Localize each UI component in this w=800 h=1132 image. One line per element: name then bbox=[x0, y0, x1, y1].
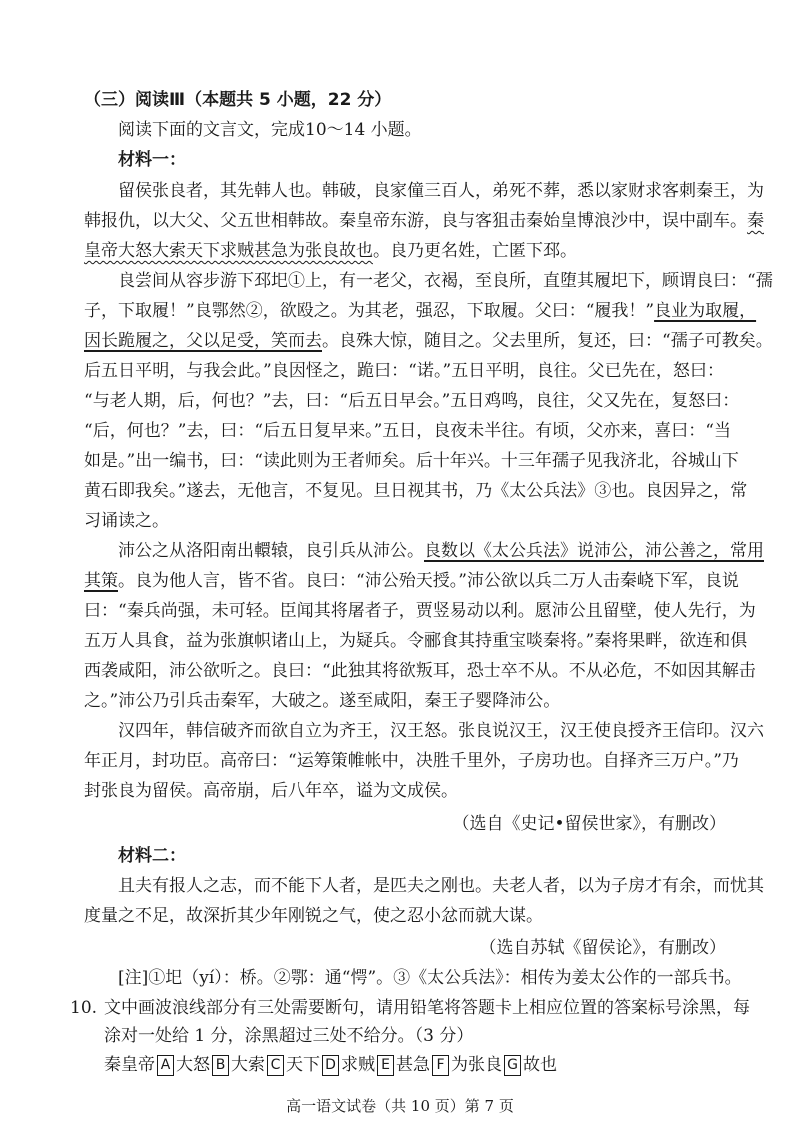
material1-p2-line6: “后，何也？”去，曰：“后五日复早来。”五日，良夜未半往。有顷，父亦来，喜曰：“当 bbox=[84, 421, 731, 441]
material2-title: 材料二： bbox=[118, 846, 186, 866]
material2-source: （选自苏轼《留侯论》，有删改） bbox=[479, 938, 726, 958]
answer-options bbox=[104, 1052, 557, 1078]
text-span: 。良乃更名姓，亡匿下邳。 bbox=[373, 241, 577, 261]
material2-line2: 度量之不足，故深折其少年刚锐之气，使之忍小忿而就大谋。 bbox=[84, 906, 543, 926]
answer-segment-text: 秦皇帝 bbox=[104, 1055, 155, 1075]
text-span: 子，下取履！”良鄂然②，欲殴之。为其老，强忍，下取履。父曰：“履我！” bbox=[84, 301, 655, 321]
material1-p1-line3 bbox=[84, 238, 577, 264]
material1-p3-line4: 五万人具食，益为张旗帜诸山上，为疑兵。令郦食其持重宝啖秦将。”秦将果畔，欲连和俱 bbox=[84, 631, 748, 651]
answer-option-a[interactable]: A bbox=[157, 1055, 174, 1076]
material1-p4-line3: 封张良为留侯。高帝崩，后八年卒，谥为文成侯。 bbox=[84, 781, 458, 801]
answer-option-f[interactable]: F bbox=[432, 1055, 449, 1076]
material1-p2-line8: 黄石即我矣。”遂去，无他言，不复见。旦日视其书，乃《太公兵法》③也。良因异之，常 bbox=[84, 481, 748, 501]
material1-p1-line2 bbox=[84, 208, 764, 234]
material1-p3-line1 bbox=[118, 538, 764, 564]
answer-segment-text: 大怒 bbox=[176, 1055, 210, 1075]
answer-segment-text: 为张良 bbox=[451, 1055, 502, 1075]
answer-option-d[interactable]: D bbox=[322, 1055, 339, 1076]
material1-p2-line9: 习诵读之。 bbox=[84, 511, 169, 531]
answer-segment-text: 故也 bbox=[523, 1055, 557, 1075]
text-span: 。良为他人言，皆不省。良曰：“沛公殆天授。”沛公欲以兵二万人击秦峣下军，良说 bbox=[118, 571, 739, 591]
answer-segment-text: 甚急 bbox=[396, 1055, 430, 1075]
underlined-text: 良数以《太公兵法》说沛公，沛公善之，常用 bbox=[424, 541, 764, 561]
material1-p3-line3: 曰：“秦兵尚强，未可轻。臣闻其将屠者子，贾竖易动以利。愿沛公且留壁，使人先行，为 bbox=[84, 601, 756, 621]
answer-segment-text: 大索 bbox=[231, 1055, 265, 1075]
footnote: [注]①圯（yí）：桥。②鄂：通“愕”。③《太公兵法》：相传为姜太公作的一部兵书。 bbox=[118, 968, 742, 988]
underlined-text: 因长跪履之，父以足受，笑而去 bbox=[84, 331, 322, 351]
page-footer: 高一语文试卷（共 10 页）第 7 页 bbox=[286, 1097, 514, 1115]
question-line1: 文中画波浪线部分有三处需要断句，请用铅笔将答题卡上相应位置的答案标号涂黑，每 bbox=[104, 998, 750, 1018]
material1-p3-line5: 西袭咸阳，沛公欲听之。良曰：“此独其将欲叛耳，恐士卒不从。不从必危，不如因其解击 bbox=[84, 661, 756, 681]
answer-segment-text: 天下 bbox=[286, 1055, 320, 1075]
underlined-text: 其策 bbox=[84, 571, 118, 591]
text-span: 沛公之从洛阳南出轘辕，良引兵从沛公。 bbox=[118, 541, 424, 561]
material1-p2-line3 bbox=[84, 328, 773, 354]
underlined-text: 良业为取履， bbox=[654, 301, 757, 321]
answer-option-e[interactable]: E bbox=[377, 1055, 394, 1076]
instruction-text: 阅读下面的文言文，完成10～14 小题。 bbox=[118, 120, 422, 140]
material1-source: （选自《史记•留侯世家》，有删改） bbox=[452, 814, 726, 834]
wavy-underlined-text: 秦 bbox=[747, 211, 764, 231]
answer-option-g[interactable]: G bbox=[504, 1055, 521, 1076]
material1-p3-line6: 之。”沛公乃引兵击秦军，大破之。遂至咸阳，秦王子婴降沛公。 bbox=[84, 691, 561, 711]
material1-p2-line4: 后五日平明，与我会此。”良因怪之，跪曰：“诺。”五日平明，良往。父已先在，怒曰： bbox=[84, 361, 724, 381]
answer-segment-text: 求贼 bbox=[341, 1055, 375, 1075]
material1-p2-line7: 如是。”出一编书，曰：“读此则为王者师矣。后十年兴。十三年孺子见我济北，谷城山下 bbox=[84, 451, 739, 471]
material1-p2-line1: 良尝间从容步游下邳圯①上，有一老父，衣褐，至良所，直堕其履圯下，顾谓良曰：“孺 bbox=[118, 271, 773, 291]
question-line2: 涂对一处给 1 分，涂黑超过三处不给分。（3 分） bbox=[104, 1026, 474, 1046]
material1-p1-line1: 留侯张良者，其先韩人也。韩破，良家僮三百人，弟死不葬，悉以家财求客刺秦王，为 bbox=[118, 181, 764, 201]
material1-p2-line2 bbox=[84, 298, 757, 324]
section-header: （三）阅读Ⅲ（本题共 5 小题，22 分） bbox=[84, 90, 392, 110]
answer-option-c[interactable]: C bbox=[267, 1055, 284, 1076]
material2-line1: 且夫有报人之志，而不能下人者，是匹夫之刚也。夫老人者，以为子房才有余，而忧其 bbox=[118, 876, 764, 896]
material1-p4-line1: 汉四年，韩信破齐而欲自立为齐王，汉王怒。张良说汉王，汉王使良授齐王信印。汉六 bbox=[118, 721, 764, 741]
text-span: 韩报仇，以大父、父五世相韩故。秦皇帝东游，良与客狙击秦始皇博浪沙中，误中副车。 bbox=[84, 211, 747, 231]
material1-p2-line5: “与老人期，后，何也？”去，曰：“后五日早会。”五日鸡鸣，良往，父又先在，复怒曰： bbox=[84, 391, 740, 411]
question-number: 10. bbox=[70, 998, 98, 1018]
text-span: 。良殊大惊，随目之。父去里所，复还，曰：“孺子可教矣。 bbox=[322, 331, 773, 351]
material1-title: 材料一： bbox=[118, 150, 186, 170]
material1-p3-line2 bbox=[84, 568, 739, 594]
material1-p4-line2: 年正月，封功臣。高帝曰：“运筹策帷帐中，决胜千里外，子房功也。自择齐三万户。”乃 bbox=[84, 751, 739, 771]
wavy-underlined-text: 皇帝大怒大索天下求贼甚急为张良故也 bbox=[84, 241, 373, 261]
answer-option-b[interactable]: B bbox=[212, 1055, 229, 1076]
